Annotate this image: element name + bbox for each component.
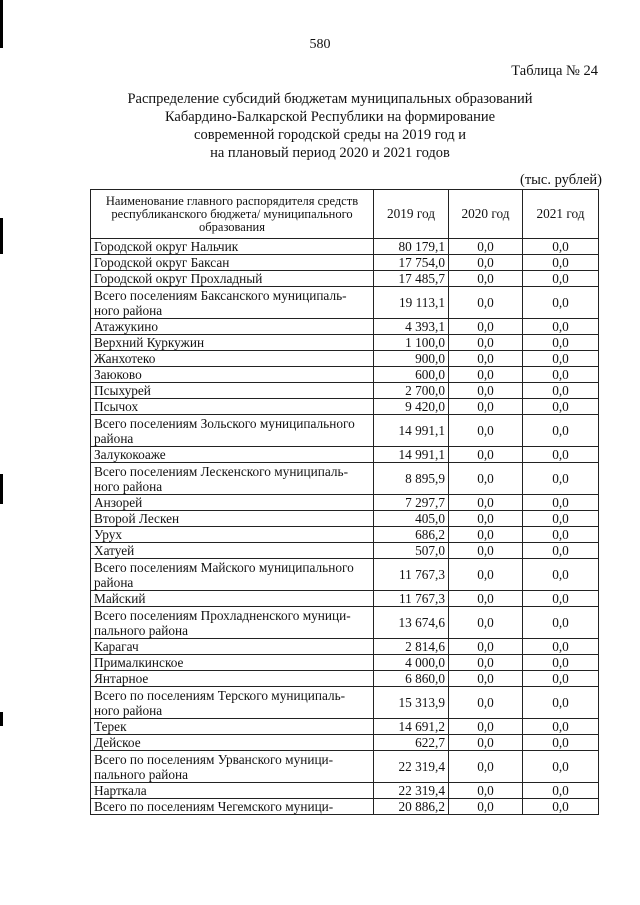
value-2020: 0,0	[449, 783, 523, 799]
value-2021: 0,0	[523, 751, 599, 783]
header-2021: 2021 год	[523, 190, 599, 239]
value-2020: 0,0	[449, 607, 523, 639]
value-2020: 0,0	[449, 719, 523, 735]
value-2019: 15 313,9	[374, 687, 449, 719]
value-2019: 9 420,0	[374, 399, 449, 415]
value-2019: 1 100,0	[374, 335, 449, 351]
table-row	[91, 543, 599, 559]
value-2020: 0,0	[449, 735, 523, 751]
table-header-row	[91, 190, 599, 239]
value-2019: 4 000,0	[374, 655, 449, 671]
row-name: Псыхурей	[91, 383, 374, 399]
table-row	[91, 511, 599, 527]
title-line: Кабардино-Балкарской Республики на формирование	[164, 109, 496, 125]
value-2019: 405,0	[374, 511, 449, 527]
value-2021: 0,0	[523, 783, 599, 799]
row-name: Анзорей	[91, 495, 374, 511]
value-2019: 4 393,1	[374, 319, 449, 335]
value-2021: 0,0	[523, 351, 599, 367]
value-2020: 0,0	[449, 511, 523, 527]
value-2020: 0,0	[449, 287, 523, 319]
value-2021: 0,0	[523, 799, 599, 815]
value-2021: 0,0	[523, 511, 599, 527]
row-name: Майский	[91, 591, 374, 607]
title-line: Распределение субсидий бюджетам муниципальных образований	[127, 91, 533, 107]
value-2019: 14 691,2	[374, 719, 449, 735]
row-name: Прималкинское	[91, 655, 374, 671]
value-2021: 0,0	[523, 495, 599, 511]
table-row	[91, 399, 599, 415]
value-2020: 0,0	[449, 271, 523, 287]
subsidy-table	[90, 189, 599, 815]
value-2019: 17 754,0	[374, 255, 449, 271]
value-2020: 0,0	[449, 559, 523, 591]
row-name: Второй Лескен	[91, 511, 374, 527]
table-row	[91, 719, 599, 735]
table-row	[91, 591, 599, 607]
row-name: Терек	[91, 719, 374, 735]
table-row	[91, 671, 599, 687]
value-2021: 0,0	[523, 399, 599, 415]
value-2019: 19 113,1	[374, 287, 449, 319]
table-row	[91, 607, 599, 639]
header-name: Наименование главного распорядителя средств республиканского бюджета/ муниципального образования	[91, 190, 374, 239]
row-name: Дейское	[91, 735, 374, 751]
row-name: Нарткала	[91, 783, 374, 799]
header-2019: 2019 год	[374, 190, 449, 239]
value-2021: 0,0	[523, 239, 599, 255]
value-2021: 0,0	[523, 447, 599, 463]
table-row	[91, 367, 599, 383]
title-line: на плановый период 2020 и 2021 годов	[210, 145, 450, 161]
value-2020: 0,0	[449, 543, 523, 559]
value-2019: 2 814,6	[374, 639, 449, 655]
value-2020: 0,0	[449, 799, 523, 815]
row-name: Всего по поселениям Терского муниципаль-ного района	[91, 687, 374, 719]
binding-mark-2	[0, 218, 3, 254]
table-row	[91, 463, 599, 495]
value-2021: 0,0	[523, 607, 599, 639]
value-2021: 0,0	[523, 639, 599, 655]
row-name: Урух	[91, 527, 374, 543]
row-name: Всего по поселениям Урванского муници-пального района	[91, 751, 374, 783]
row-name: Всего поселениям Прохладненского муници-пального района	[91, 607, 374, 639]
table-row	[91, 415, 599, 447]
table-row	[91, 799, 599, 815]
table-row	[91, 751, 599, 783]
value-2021: 0,0	[523, 319, 599, 335]
table-row	[91, 255, 599, 271]
value-2019: 686,2	[374, 527, 449, 543]
row-name: Янтарное	[91, 671, 374, 687]
row-name: Хатуей	[91, 543, 374, 559]
value-2019: 900,0	[374, 351, 449, 367]
header-2020: 2020 год	[449, 190, 523, 239]
binding-mark-4	[0, 712, 3, 726]
value-2019: 8 895,9	[374, 463, 449, 495]
table-row	[91, 383, 599, 399]
value-2021: 0,0	[523, 735, 599, 751]
row-name: Карагач	[91, 639, 374, 655]
document-title	[100, 90, 560, 162]
value-2020: 0,0	[449, 351, 523, 367]
value-2020: 0,0	[449, 639, 523, 655]
row-name: Залукокоаже	[91, 447, 374, 463]
row-name: Псычох	[91, 399, 374, 415]
value-2019: 6 860,0	[374, 671, 449, 687]
value-2020: 0,0	[449, 367, 523, 383]
value-2019: 22 319,4	[374, 751, 449, 783]
value-2020: 0,0	[449, 463, 523, 495]
value-2020: 0,0	[449, 671, 523, 687]
value-2021: 0,0	[523, 367, 599, 383]
table-row	[91, 447, 599, 463]
table-row	[91, 495, 599, 511]
value-2020: 0,0	[449, 319, 523, 335]
value-2021: 0,0	[523, 527, 599, 543]
value-2020: 0,0	[449, 335, 523, 351]
row-name: Городской округ Нальчик	[91, 239, 374, 255]
row-name: Всего поселениям Зольского муниципального района	[91, 415, 374, 447]
value-2020: 0,0	[449, 687, 523, 719]
table-row	[91, 335, 599, 351]
table-row	[91, 351, 599, 367]
value-2021: 0,0	[523, 543, 599, 559]
value-2020: 0,0	[449, 399, 523, 415]
row-name: Всего поселениям Майского муниципального района	[91, 559, 374, 591]
row-name: Городской округ Прохладный	[91, 271, 374, 287]
value-2019: 11 767,3	[374, 591, 449, 607]
value-2021: 0,0	[523, 335, 599, 351]
table-row	[91, 783, 599, 799]
value-2021: 0,0	[523, 591, 599, 607]
table-row	[91, 655, 599, 671]
row-name: Атажукино	[91, 319, 374, 335]
row-name: Жанхотеко	[91, 351, 374, 367]
value-2020: 0,0	[449, 527, 523, 543]
value-2019: 14 991,1	[374, 447, 449, 463]
value-2019: 20 886,2	[374, 799, 449, 815]
value-2021: 0,0	[523, 287, 599, 319]
value-2021: 0,0	[523, 415, 599, 447]
value-2019: 14 991,1	[374, 415, 449, 447]
table-row	[91, 239, 599, 255]
value-2019: 622,7	[374, 735, 449, 751]
table-row	[91, 287, 599, 319]
value-2020: 0,0	[449, 495, 523, 511]
value-2019: 507,0	[374, 543, 449, 559]
value-2020: 0,0	[449, 447, 523, 463]
table-row	[91, 319, 599, 335]
value-2019: 80 179,1	[374, 239, 449, 255]
value-2019: 17 485,7	[374, 271, 449, 287]
row-name: Всего по поселениям Чегемского муници-	[91, 799, 374, 815]
value-2021: 0,0	[523, 655, 599, 671]
row-name: Заюково	[91, 367, 374, 383]
value-2021: 0,0	[523, 559, 599, 591]
value-2019: 22 319,4	[374, 783, 449, 799]
value-2021: 0,0	[523, 255, 599, 271]
value-2019: 7 297,7	[374, 495, 449, 511]
value-2020: 0,0	[449, 655, 523, 671]
value-2021: 0,0	[523, 671, 599, 687]
value-2021: 0,0	[523, 463, 599, 495]
units-note: (тыс. рублей)	[520, 172, 602, 188]
value-2021: 0,0	[523, 719, 599, 735]
row-name: Всего поселениям Лескенского муниципаль-ного района	[91, 463, 374, 495]
value-2020: 0,0	[449, 751, 523, 783]
value-2020: 0,0	[449, 239, 523, 255]
value-2019: 13 674,6	[374, 607, 449, 639]
value-2019: 11 767,3	[374, 559, 449, 591]
row-name: Городской округ Баксан	[91, 255, 374, 271]
value-2020: 0,0	[449, 415, 523, 447]
binding-mark-3	[0, 474, 3, 504]
table-row	[91, 639, 599, 655]
value-2020: 0,0	[449, 383, 523, 399]
table-row	[91, 559, 599, 591]
value-2020: 0,0	[449, 591, 523, 607]
table-label: Таблица № 24	[511, 63, 598, 79]
value-2021: 0,0	[523, 383, 599, 399]
title-line: современной городской среды на 2019 год и	[194, 127, 466, 143]
table-row	[91, 687, 599, 719]
page-number: 580	[309, 37, 331, 52]
value-2020: 0,0	[449, 255, 523, 271]
table-row	[91, 527, 599, 543]
value-2021: 0,0	[523, 687, 599, 719]
value-2019: 600,0	[374, 367, 449, 383]
table-row	[91, 735, 599, 751]
table-body	[91, 239, 599, 815]
value-2019: 2 700,0	[374, 383, 449, 399]
value-2021: 0,0	[523, 271, 599, 287]
row-name: Верхний Куркужин	[91, 335, 374, 351]
row-name: Всего поселениям Баксанского муниципаль-ного района	[91, 287, 374, 319]
table-row	[91, 271, 599, 287]
